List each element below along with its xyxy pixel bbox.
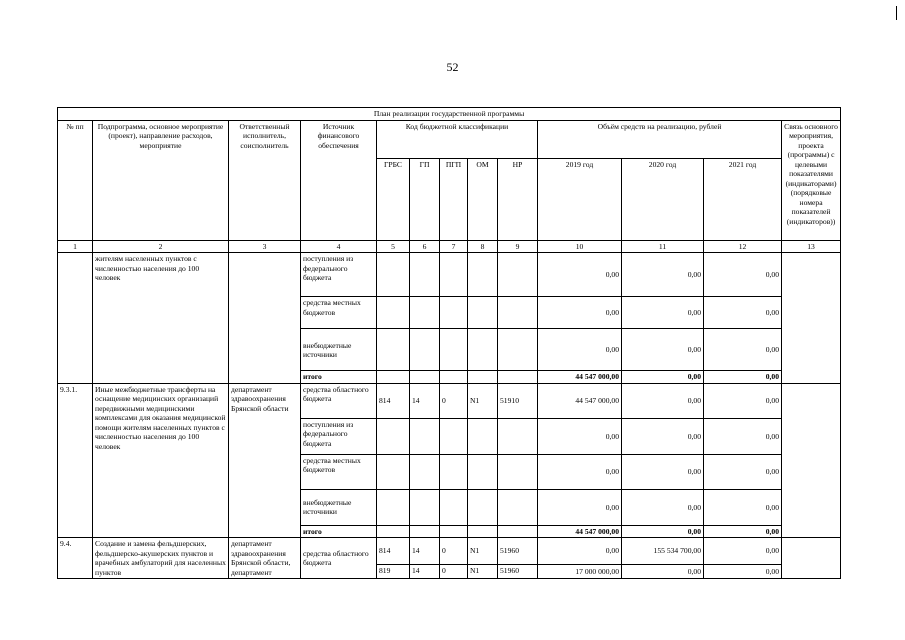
cell-2019: 0,00	[538, 538, 622, 564]
header-num: № пп	[58, 121, 93, 241]
cell-source: поступления из федерального бюджета	[301, 418, 377, 454]
cell-2019: 0,00	[538, 329, 622, 371]
cell-2021: 0,00	[704, 383, 782, 418]
cell-2021: 0,00	[704, 454, 782, 489]
cell-2019: 17 000 000,00	[538, 564, 622, 579]
col-number: 4	[301, 241, 377, 253]
cell-link	[782, 383, 841, 537]
cell-2021: 0,00	[704, 418, 782, 454]
cell-np: 51910	[498, 383, 538, 418]
header-om: ОМ	[468, 159, 498, 241]
header-link: Связь основного мероприятия, проекта (программы) с целевыми показателями (индикаторами) (порядковые номера показателей (индикаторов))	[782, 121, 841, 241]
cell-np: 51960	[498, 564, 538, 579]
header-2021: 2021 год	[704, 159, 782, 241]
cell-2020: 0,00	[622, 297, 704, 329]
cell-pgp: 0	[440, 383, 468, 418]
header-2020: 2020 год	[622, 159, 704, 241]
cell-2021: 0,00	[704, 525, 782, 537]
col-number: 10	[538, 241, 622, 253]
cell-2019: 0,00	[538, 297, 622, 329]
cell-executor: департамент здравоохранения Брянской области, департамент	[229, 538, 301, 579]
plan-table	[57, 107, 841, 579]
header-budget-code: Код бюджетной классификации	[377, 121, 538, 159]
cell-source: внебюджетные источники	[301, 329, 377, 371]
cell-source: итого	[301, 371, 377, 383]
table-row	[58, 253, 841, 297]
cell-2020: 0,00	[622, 383, 704, 418]
cell-2021: 0,00	[704, 297, 782, 329]
cell-source: средства местных бюджетов	[301, 297, 377, 329]
cell-source: поступления из федерального бюджета	[301, 253, 377, 297]
table-row	[58, 383, 841, 418]
table-row	[58, 538, 841, 564]
cell-2021: 0,00	[704, 564, 782, 579]
cell-link	[782, 538, 841, 579]
cell-executor	[229, 253, 301, 383]
col-number: 3	[229, 241, 301, 253]
cell-grbs: 814	[377, 383, 410, 418]
col-number: 8	[468, 241, 498, 253]
cell-subprogram: Иные межбюджетные трансферты на оснащение медицинских организаций передвижными медицинскими комплексами для оказания медицинской помощи жителям населенных пунктов с численностью населения до 100 человек	[93, 383, 229, 537]
cell-subprogram: жителям населенных пунктов с численностью населения до 100 человек	[93, 253, 229, 383]
header-np: НР	[498, 159, 538, 241]
page-number: 52	[446, 60, 459, 74]
cell-2020: 0,00	[622, 564, 704, 579]
col-number: 5	[377, 241, 410, 253]
cell-2020: 0,00	[622, 329, 704, 371]
cell-pgp: 0	[440, 564, 468, 579]
cell-2020: 0,00	[622, 489, 704, 525]
cell-gp: 14	[410, 564, 440, 579]
cell-2019: 44 547 000,00	[538, 383, 622, 418]
cell-gp: 14	[410, 383, 440, 418]
cell-link	[782, 253, 841, 383]
cell-2021: 0,00	[704, 489, 782, 525]
cell-grbs: 814	[377, 538, 410, 564]
header-funds: Объём средств на реализацию, рублей	[538, 121, 782, 159]
cell-2019: 44 547 000,00	[538, 525, 622, 537]
cell-np: 51960	[498, 538, 538, 564]
header-2019: 2019 год	[538, 159, 622, 241]
col-number: 9	[498, 241, 538, 253]
cell-source: средства местных бюджетов	[301, 454, 377, 489]
header-pgp: ПГП	[440, 159, 468, 241]
header-source: Источник финансового обеспечения	[301, 121, 377, 241]
cell-2019: 0,00	[538, 253, 622, 297]
cell-2021: 0,00	[704, 329, 782, 371]
cell-num	[58, 253, 93, 383]
header-subprogram: Подпрограмма, основное мероприятие (проект), направление расходов, мероприятие	[93, 121, 229, 241]
col-number: 6	[410, 241, 440, 253]
cell-2019: 0,00	[538, 489, 622, 525]
col-number: 7	[440, 241, 468, 253]
corner-mark	[896, 6, 897, 20]
cell-2020: 0,00	[622, 525, 704, 537]
cell-grbs: 819	[377, 564, 410, 579]
table-caption: План реализации государственной программы	[58, 108, 841, 121]
cell-num: 9.4.	[58, 538, 93, 579]
col-number: 11	[622, 241, 704, 253]
cell-2020: 0,00	[622, 371, 704, 383]
cell-source: средства областного бюджета	[301, 383, 377, 418]
cell-pgp: 0	[440, 538, 468, 564]
cell-source: средства областного бюджета	[301, 538, 377, 579]
cell-source: внебюджетные источники	[301, 489, 377, 525]
cell-om: N1	[468, 538, 498, 564]
cell-executor: департамент здравоохранения Брянской области	[229, 383, 301, 537]
cell-num: 9.3.1.	[58, 383, 93, 537]
cell-2020: 0,00	[622, 418, 704, 454]
cell-2019: 0,00	[538, 418, 622, 454]
cell-2020: 0,00	[622, 454, 704, 489]
col-number: 12	[704, 241, 782, 253]
header-grbs: ГРБС	[377, 159, 410, 241]
cell-2020: 155 534 700,00	[622, 538, 704, 564]
cell-2021: 0,00	[704, 253, 782, 297]
column-numbers-row	[58, 241, 841, 253]
col-number: 1	[58, 241, 93, 253]
col-number: 2	[93, 241, 229, 253]
cell-2020: 0,00	[622, 253, 704, 297]
cell-2021: 0,00	[704, 538, 782, 564]
header-gp: ГП	[410, 159, 440, 241]
cell-om: N1	[468, 383, 498, 418]
header-executor: Ответственный исполнитель, соисполнитель	[229, 121, 301, 241]
cell-source: итого	[301, 525, 377, 537]
cell-2021: 0,00	[704, 371, 782, 383]
cell-om: N1	[468, 564, 498, 579]
cell-2019: 44 547 000,00	[538, 371, 622, 383]
cell-subprogram: Создание и замена фельдшерских, фельдшерско-акушерских пунктов и врачебных амбулаторий для населенных пунктов	[93, 538, 229, 579]
col-number: 13	[782, 241, 841, 253]
cell-gp: 14	[410, 538, 440, 564]
cell-2019: 0,00	[538, 454, 622, 489]
